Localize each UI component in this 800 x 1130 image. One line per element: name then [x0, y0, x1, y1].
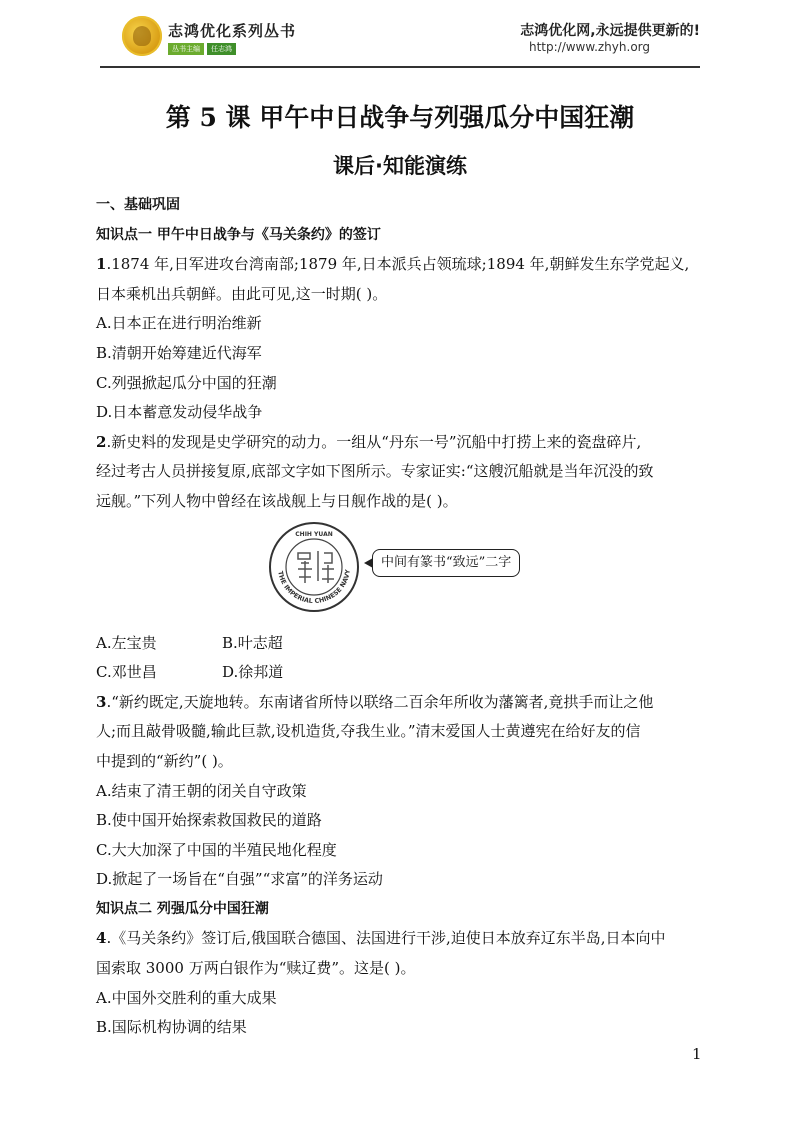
knowledge-point-heading: 知识点二 列强瓜分中国狂潮: [96, 900, 269, 917]
knowledge-point-heading: 知识点一 甲午中日战争与《马关条约》的签订: [96, 226, 381, 243]
options-row: [96, 658, 708, 688]
option-a[interactable]: A.左宝贵: [96, 633, 157, 652]
option-b[interactable]: B.清朝开始筹建近代海军: [96, 343, 262, 362]
question-4: [96, 924, 708, 1042]
question-text: 中提到的“新约”( )。: [96, 751, 233, 770]
question-number: 1: [96, 255, 107, 274]
editor-label: 丛书主编: [168, 43, 204, 55]
page-number: 1: [692, 1045, 702, 1063]
part-heading: 一、基础巩固: [96, 197, 180, 213]
question-text: 远舰。”下列人物中曾经在该战舰上与日舰作战的是( )。: [96, 491, 458, 510]
option-c[interactable]: C.邓世昌: [96, 663, 157, 682]
question-1: [96, 250, 708, 428]
question-2: [96, 428, 708, 688]
option-c[interactable]: C.大大加深了中国的半殖民地化程度: [96, 840, 337, 859]
option-a[interactable]: A.结束了清王朝的闭关自守政策: [96, 781, 307, 800]
question-text: .《马关条约》签订后,俄国联合德国、法国进行干涉,迫使日本放弃辽东半岛,日本向中: [106, 929, 666, 948]
question-stem: [96, 924, 708, 954]
question-number: 4: [96, 929, 107, 948]
question-stem: [96, 688, 708, 718]
question-stem: [96, 428, 708, 458]
option-c[interactable]: C.列强掀起瓜分中国的狂潮: [96, 373, 277, 392]
site-slogan: 志鸿优化网,永远提供更新的!: [520, 23, 700, 39]
question-number: 2: [96, 432, 107, 451]
option-d[interactable]: D.日本蓄意发动侵华战争: [96, 403, 263, 422]
option-b[interactable]: B.使中国开始探索救国救民的道路: [96, 811, 322, 830]
question-text: 国索取 3000 万两白银作为“赎辽费”。这是( )。: [96, 959, 416, 978]
question-text: 日本乘机出兵朝鲜。由此可见,这一时期( )。: [96, 284, 388, 303]
seal-ring-text: THE IMPERIAL CHINESE NAVY: [276, 568, 352, 605]
question-text: .1874 年,日军进攻台湾南部;1879 年,日本派兵占领琉球;1894 年,朝鲜发生东学党起义,: [106, 255, 690, 274]
question-text: 人;而且敲骨吸髓,输此巨款,设机造货,夺我生业。”清末爱国人士黄遵宪在给好友的信: [96, 722, 641, 741]
lesson-title: 第 5 课 甲午中日战争与列强瓜分中国狂潮: [165, 103, 635, 132]
header-divider: [100, 66, 700, 68]
figure-callout: 中间有篆书“致远”二字: [372, 549, 520, 577]
seal-top-text: CHIH YUAN: [295, 530, 333, 538]
option-d[interactable]: D.徐邦道: [222, 663, 284, 682]
question-text: .“新约既定,天旋地转。东南诸省所恃以联络二百余年所收为藩篱者,竟拱手而让之他: [106, 692, 654, 711]
series-title: 志鸿优化系列丛书: [168, 22, 297, 40]
question-text: 经过考古人员拼接复原,底部文字如下图所示。专家证实:“这艘沉船就是当年沉没的致: [96, 462, 654, 481]
question-stem: [96, 250, 708, 280]
seal-inner-ring: [286, 539, 342, 595]
section-title: 课后·知能演练: [333, 154, 467, 178]
option-d[interactable]: D.掀起了一场旨在“自强”“求富”的洋务运动: [96, 870, 383, 889]
site-url[interactable]: http://www.zhyh.org: [528, 40, 650, 54]
editor-name: 任志鸿: [207, 43, 236, 55]
option-a[interactable]: A.中国外交胜利的重大成果: [96, 988, 277, 1007]
page-header: [0, 0, 800, 70]
series-editor: [168, 43, 236, 55]
option-a[interactable]: A.日本正在进行明治维新: [96, 314, 262, 333]
seal-illustration: [268, 521, 360, 613]
question-text: .新史料的发现是史学研究的动力。一组从“丹东一号”沉船中打捞上来的瓷盘碎片,: [106, 432, 642, 451]
question-3: [96, 688, 708, 895]
worksheet-body: [96, 191, 708, 1043]
option-b[interactable]: B.国际机构协调的结果: [96, 1018, 247, 1037]
series-logo-icon: [122, 16, 162, 56]
option-b[interactable]: B.叶志超: [222, 633, 283, 652]
porcelain-seal-figure: [96, 519, 708, 623]
options-row: [96, 629, 708, 659]
question-number: 3: [96, 692, 107, 711]
